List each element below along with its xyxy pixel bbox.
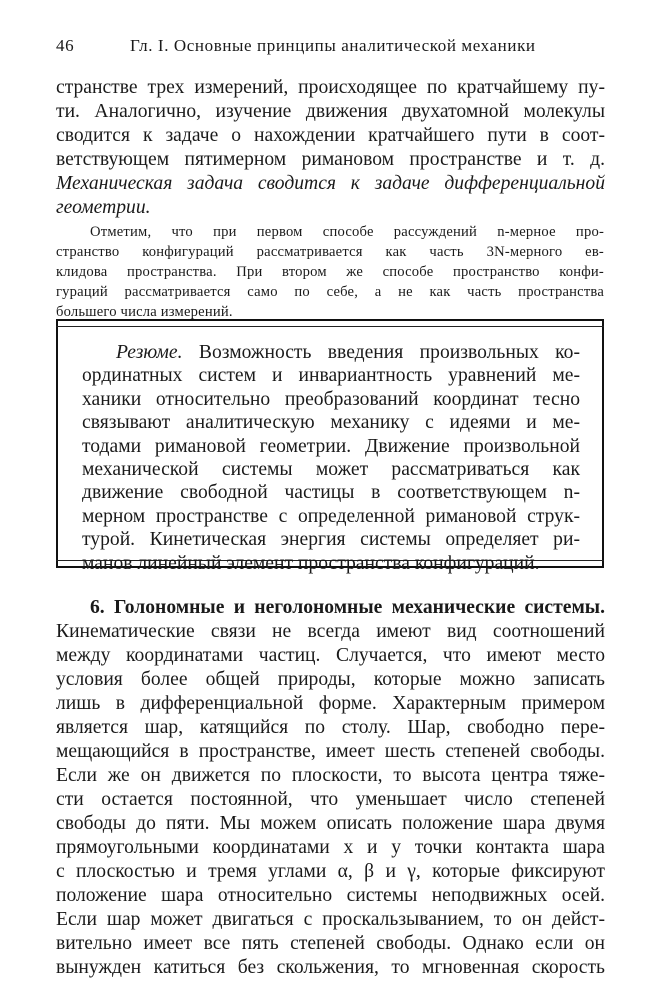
chapter-title: Гл. I. Основные принципы аналитической механики: [130, 36, 536, 55]
summary-line-1: [116, 341, 580, 365]
para1-line-2: ти. Аналогично, изучение движения двухатомной молекулы: [56, 101, 605, 122]
section-line-12: положение шара относительно системы неподвижных осей.: [56, 885, 605, 906]
section-line-6: мещающийся в пространстве, имеет шесть степеней свободы.: [56, 741, 605, 762]
summary-box-inner-top-rule: [56, 326, 604, 327]
section-line-9: свободы до пяти. Мы можем описать положение шара двумя: [56, 813, 605, 834]
note-line-2: странство конфигураций рассматривается как часть 3N-мерного ев-: [56, 244, 604, 260]
summary-line-2: ординатных систем и инвариантность уравнений ме-: [82, 365, 580, 387]
para1-italic-line-1: Механическая задача сводится к задаче дифференциальной: [56, 173, 605, 194]
note-line-4: гураций рассматривается само по себе, а не как часть пространства: [56, 284, 604, 300]
section-line-8: сти остается постоянной, что уменьшает число степеней: [56, 789, 605, 810]
summary-line-1-text: Возможность введения произвольных ко-: [182, 342, 580, 363]
note-line-5: большего числа измерений.: [56, 304, 233, 320]
section-line-15: вынужден катиться без скольжения, то мгновенная скорость: [56, 957, 605, 978]
para1-italic-line-2: геометрии.: [56, 197, 151, 218]
summary-line-8: мерном пространстве с определенной римановой струк-: [82, 505, 580, 527]
section-line-11: с плоскостью и тремя углами α, β и γ, которые фиксируют: [56, 861, 605, 882]
section-line-7: Если же он движется по плоскости, то высота центра тяже-: [56, 765, 605, 786]
section-line-1: Кинематические связи не всегда имеют вид соотношений: [56, 621, 605, 642]
section-line-13: Если шар может двигаться с проскальзыванием, то он дейст-: [56, 909, 605, 930]
summary-line-4: связывают аналитическую механику с идеями и ме-: [82, 412, 580, 434]
page-number: 46: [56, 36, 75, 55]
para1-line-1: странстве трех измерений, происходящее по кратчайшему пу-: [56, 77, 605, 98]
summary-line-3: ханики относительно преобразований координат тесно: [82, 388, 580, 410]
summary-line-9: турой. Кинетическая энергия системы определяет ри-: [82, 529, 580, 551]
summary-line-6: механической системы может рассматриваться как: [82, 459, 580, 480]
summary-line-7: движение свободной частицы в соответствующем n-: [82, 482, 580, 504]
summary-line-last: манов линейный элемент пространства конфигураций.: [82, 552, 540, 574]
para1-line-3: сводится к задаче о нахождении кратчайшего пути в соот-: [56, 125, 605, 146]
section-line-4: лишь в дифференциальной форме. Характерным примером: [56, 693, 605, 714]
section-heading: 6. Голономные и неголономные механические системы.: [90, 597, 605, 618]
note-line-1: Отметим, что при первом способе рассуждений n-мерное про-: [90, 224, 604, 240]
para1-line-4: ветствующем пятимерном римановом пространстве и т. д.: [56, 149, 605, 170]
section-line-3: условия более общей природы, которые можно записать: [56, 669, 605, 690]
section-line-10: прямоугольными координатами x и y точки контакта шара: [56, 837, 605, 858]
summary-line-5: тодами римановой геометрии. Движение произвольной: [82, 435, 580, 457]
running-head: [56, 36, 608, 60]
section-line-14: вительно имеет все пять степеней свободы. Однако если он: [56, 933, 605, 954]
section-line-2: между координатами частиц. Случается, что имеют место: [56, 645, 605, 666]
summary-label: Резюме.: [116, 342, 183, 363]
section-line-5: является шар, катящийся по столу. Шар, свободно пере-: [56, 717, 605, 738]
note-line-3: клидова пространства. При втором же способе пространство конфи-: [56, 264, 604, 280]
